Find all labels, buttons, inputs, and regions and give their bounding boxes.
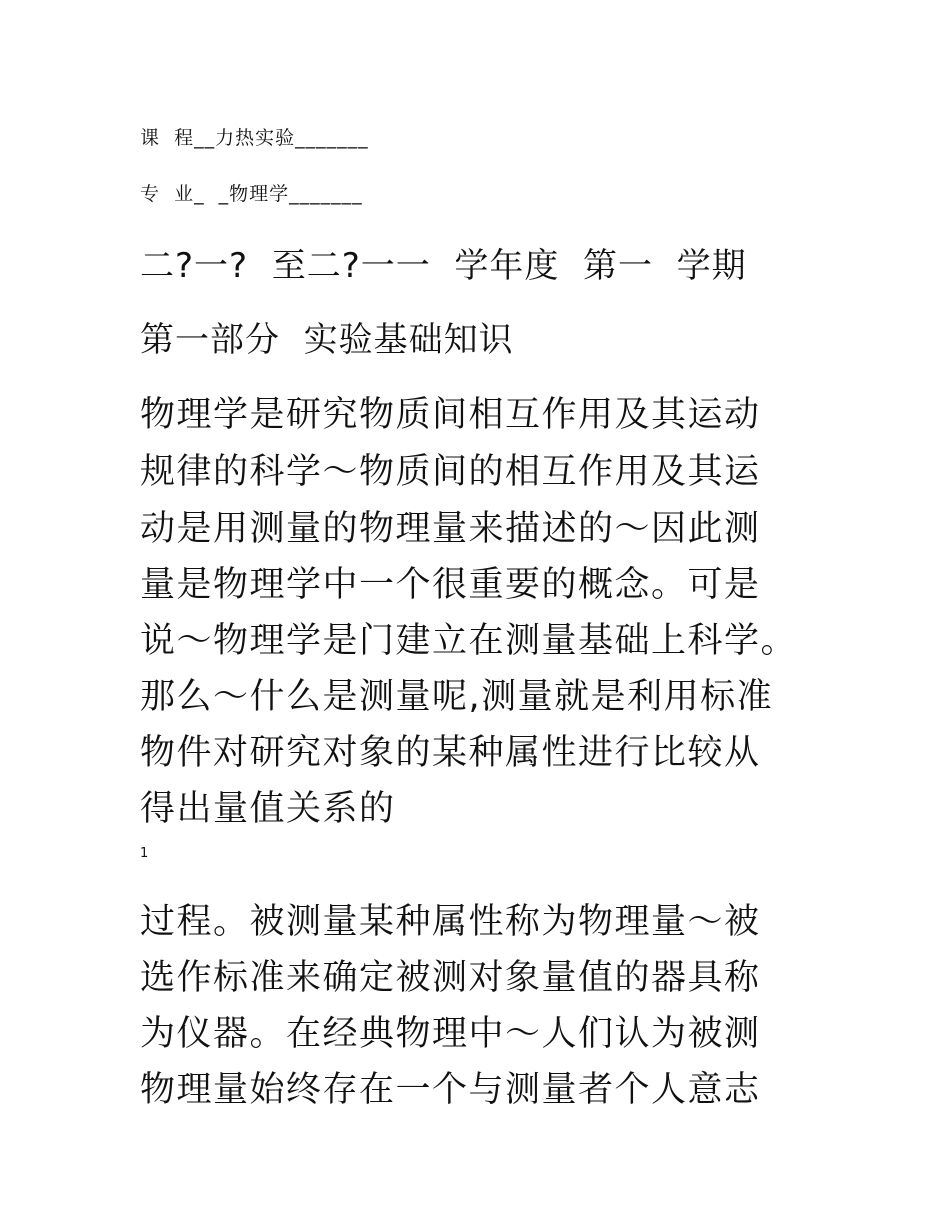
paragraph-line: 选作标准来确定被测对象量值的器具称 [140, 958, 761, 998]
course-line: 课 程__力热实验_______ [140, 127, 369, 149]
paragraph-line: 规律的科学～物质间的相互作用及其运 [140, 452, 761, 492]
paragraph-line: 物理量始终存在一个与测量者个人意志 [140, 1070, 761, 1110]
paragraph-line: 动是用测量的物理量来描述的～因此测 [140, 509, 761, 549]
paragraph-line: 那么～什么是测量呢,测量就是利用标准 [140, 677, 774, 717]
section-title: 第一部分 实验基础知识 [140, 320, 514, 360]
paragraph-line: 量是物理学中一个很重要的概念。可是 [140, 565, 761, 605]
paragraph-line: 物理学是研究物质间相互作用及其运动 [140, 395, 761, 435]
page-number: 1 [140, 846, 149, 861]
paragraph-line: 物件对研究对象的某种属性进行比较从 [140, 733, 761, 773]
paragraph-line: 得出量值关系的 [140, 789, 396, 829]
major-line: 专 业_ _物理学_______ [140, 183, 363, 205]
paragraph-line: 说～物理学是门建立在测量基础上科学。 [140, 621, 798, 661]
term-line: 二?一? 至二?一一 学年度 第一 学期 [140, 246, 747, 286]
paragraph-line: 过程。被测量某种属性称为物理量～被 [140, 902, 761, 942]
paragraph-line: 为仪器。在经典物理中～人们认为被测 [140, 1014, 761, 1054]
